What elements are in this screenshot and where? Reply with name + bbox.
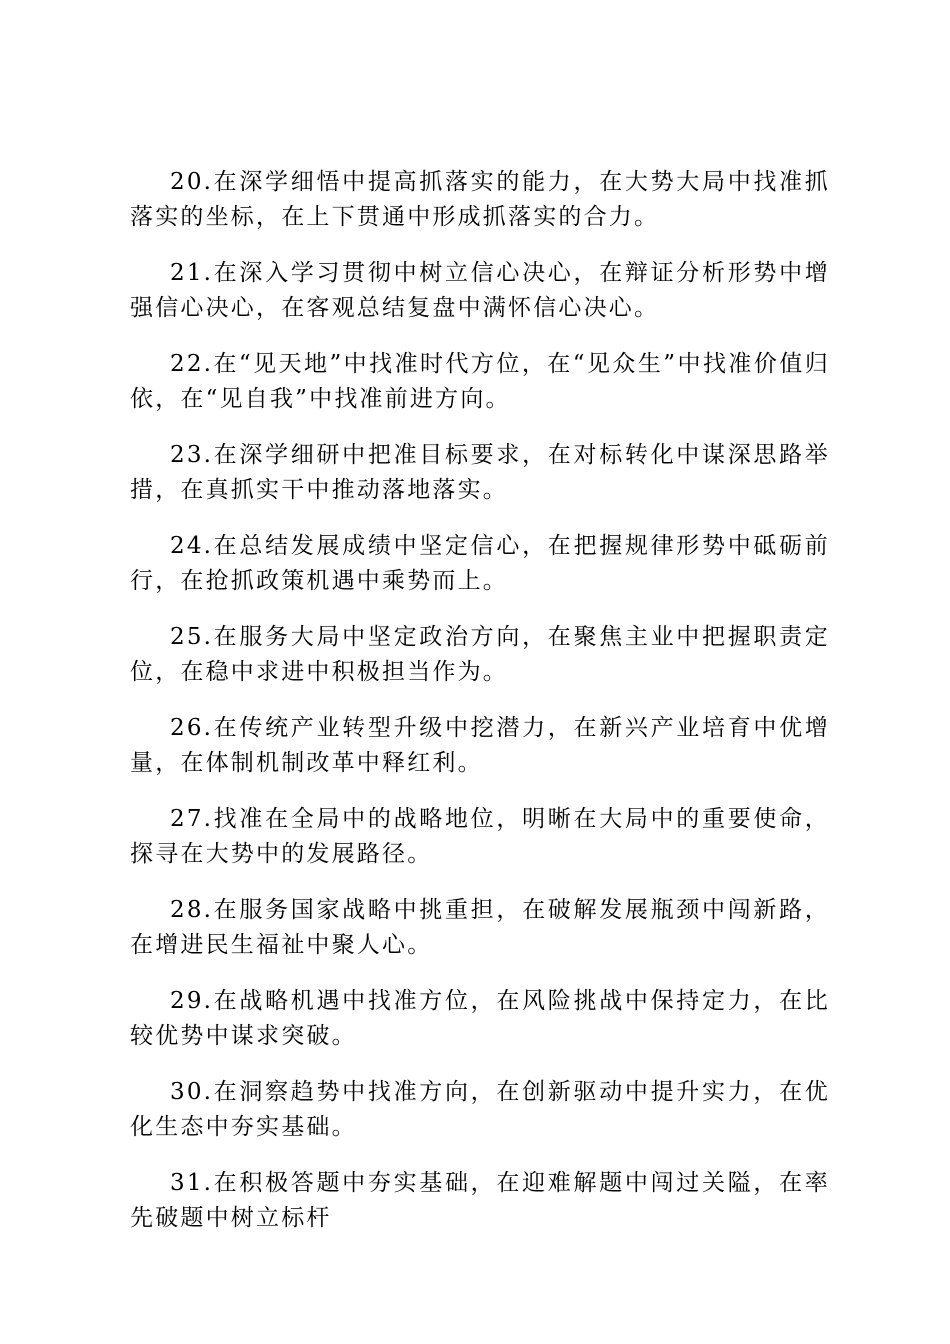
paragraph-20: 20.在深学细悟中提高抓落实的能力，在大势大局中找准抓落实的坐标，在上下贯通中形成抓落实的合力。 <box>130 169 830 230</box>
paragraph-22: 22.在“见天地”中找准时代方位，在“见众生”中找准价值归依，在“见自我”中找准前进方向。 <box>130 351 830 412</box>
paragraph-21: 21.在深入学习贯彻中树立信心决心，在辩证分析形势中增强信心决心，在客观总结复盘中满怀信心决心。 <box>130 260 830 321</box>
paragraph-31: 31.在积极答题中夯实基础，在迎难解题中闯过关隘，在率先破题中树立标杆 <box>130 1170 830 1231</box>
paragraph-28: 28.在服务国家战略中挑重担，在破解发展瓶颈中闯新路，在增进民生福祉中聚人心。 <box>130 897 830 958</box>
document-body <box>130 165 830 1257</box>
paragraph-26: 26.在传统产业转型升级中挖潜力，在新兴产业培育中优增量，在体制机制改革中释红利。 <box>130 715 830 776</box>
paragraph-24: 24.在总结发展成绩中坚定信心，在把握规律形势中砥砺前行，在抢抓政策机遇中乘势而上。 <box>130 533 830 594</box>
paragraph-30: 30.在洞察趋势中找准方向，在创新驱动中提升实力，在优化生态中夯实基础。 <box>130 1079 830 1140</box>
paragraph-25: 25.在服务大局中坚定政治方向，在聚焦主业中把握职责定位，在稳中求进中积极担当作为。 <box>130 624 830 685</box>
paragraph-27: 27.找准在全局中的战略地位，明晰在大局中的重要使命，探寻在大势中的发展路径。 <box>130 806 830 867</box>
paragraph-23: 23.在深学细研中把准目标要求，在对标转化中谋深思路举措，在真抓实干中推动落地落实。 <box>130 442 830 503</box>
paragraph-29: 29.在战略机遇中找准方位，在风险挑战中保持定力，在比较优势中谋求突破。 <box>130 988 830 1049</box>
